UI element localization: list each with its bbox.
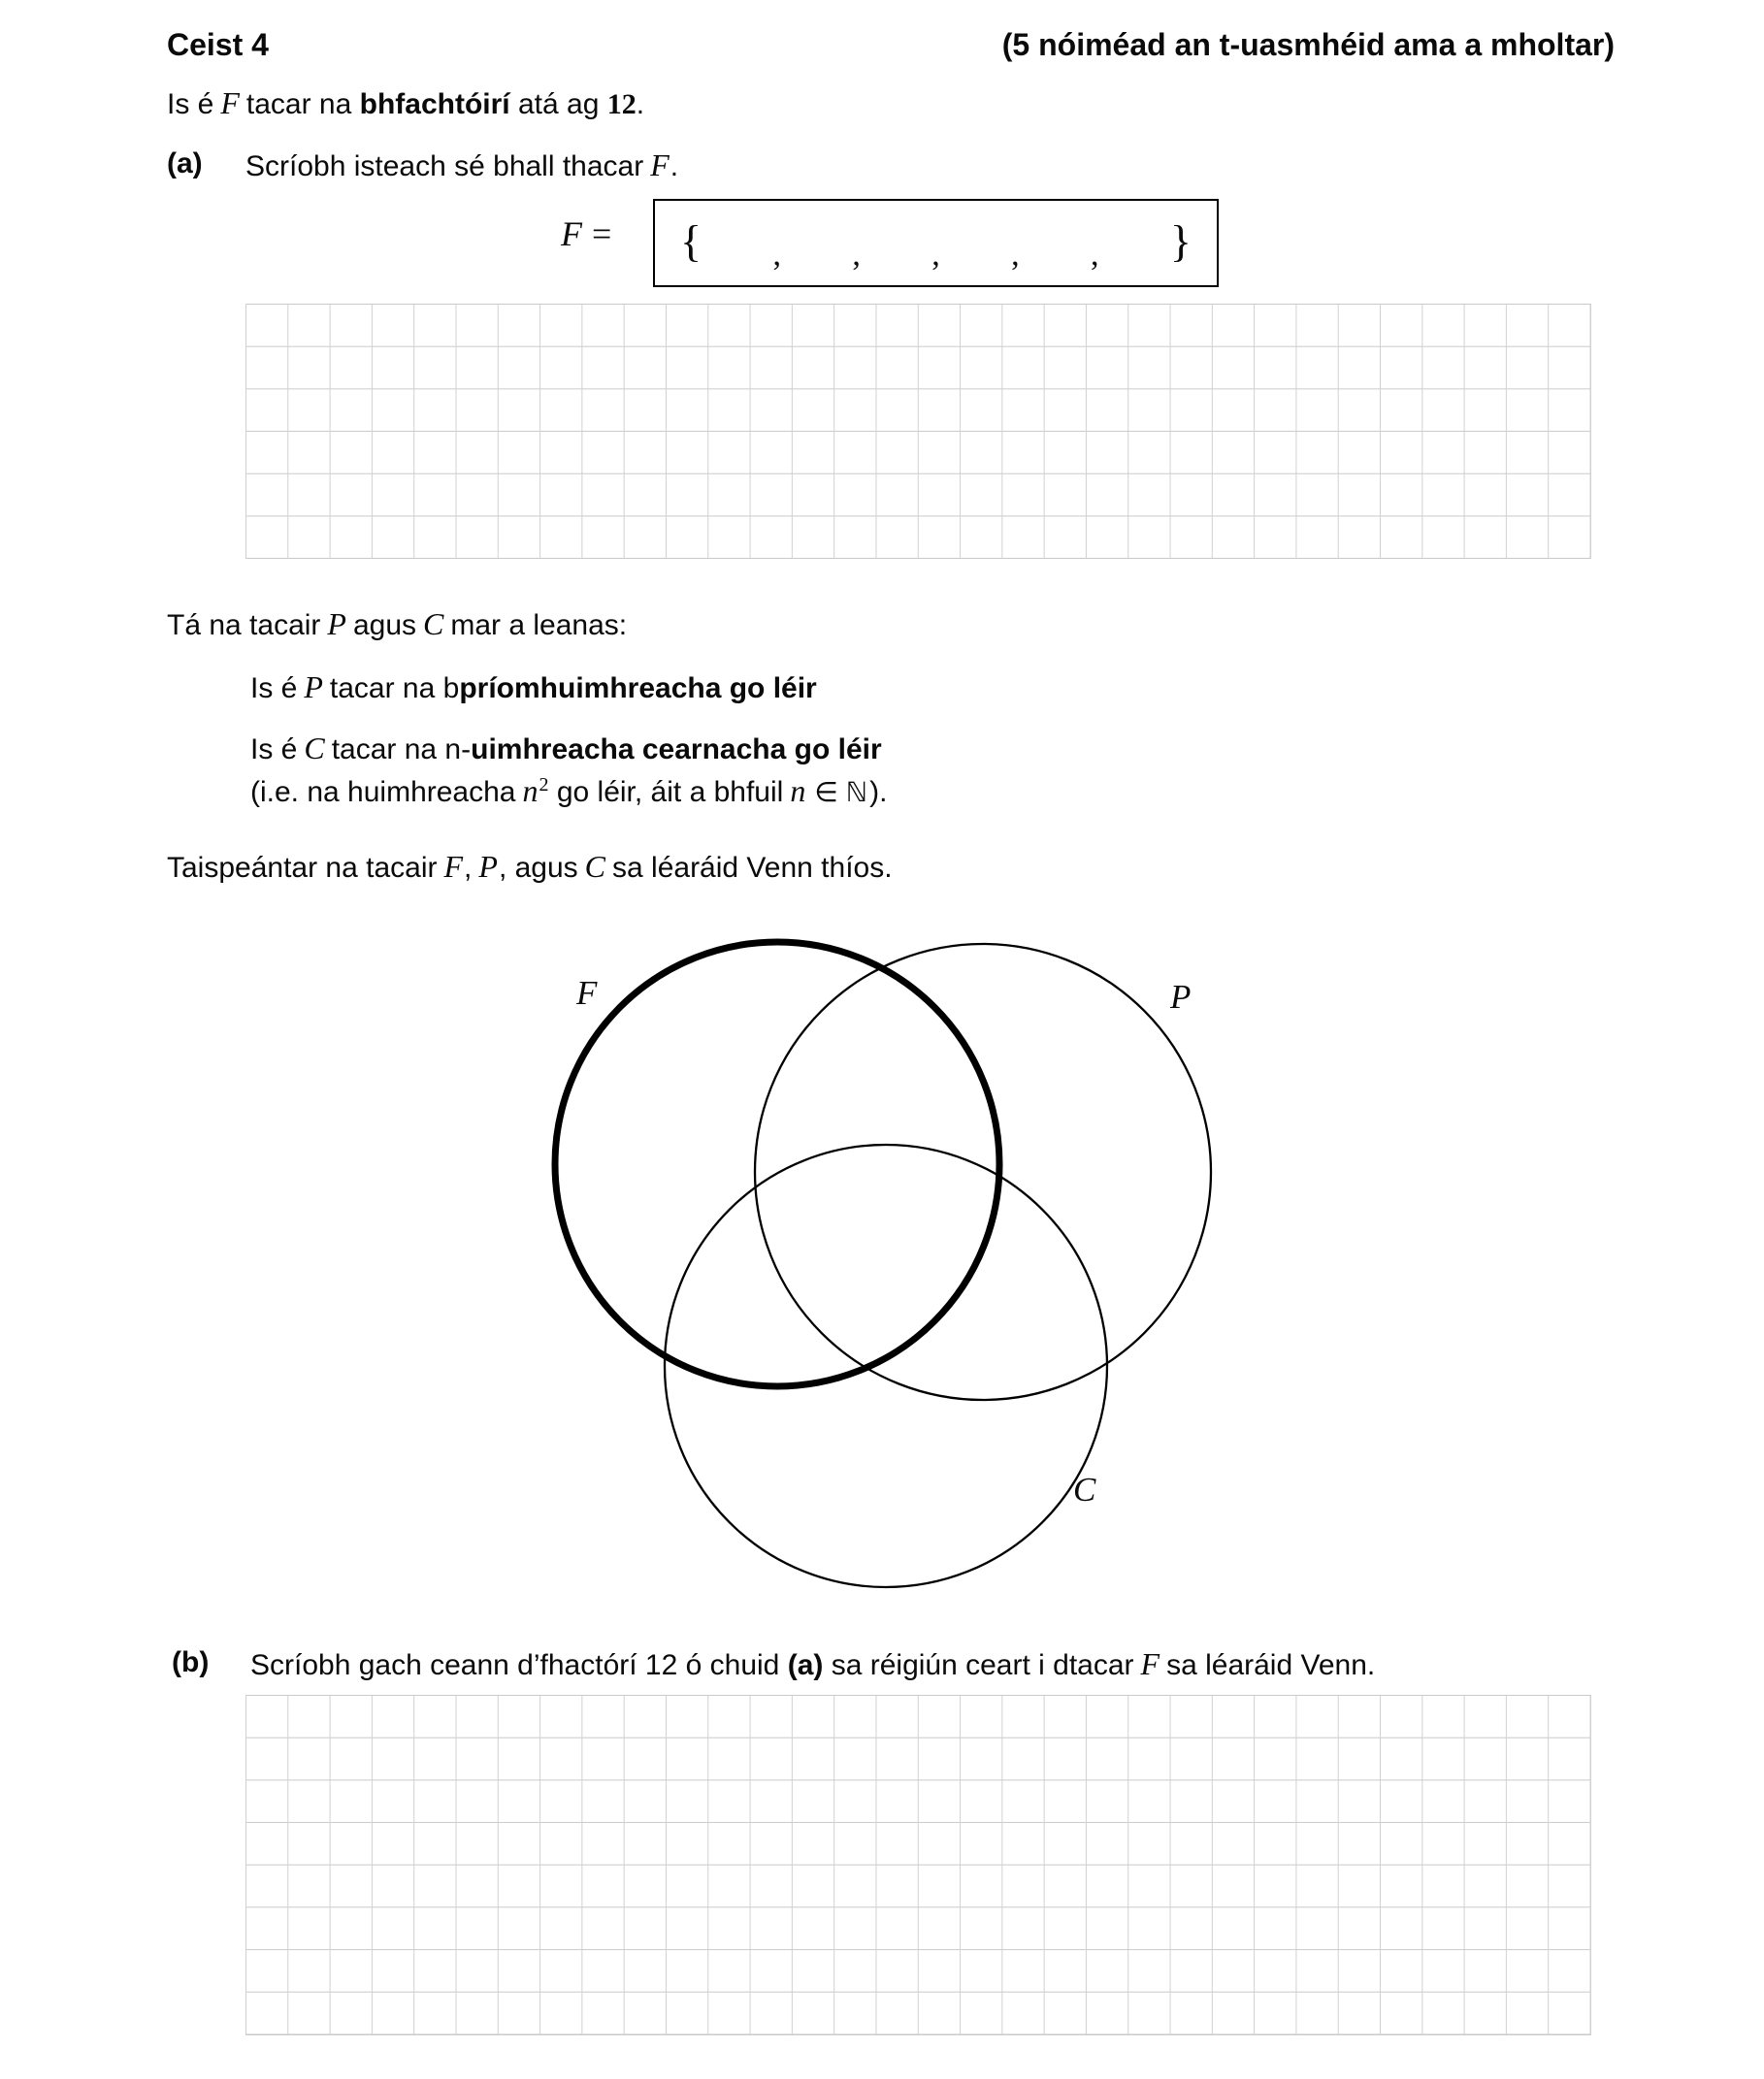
time-note: (5 nóiméad an t-uasmhéid ama a mholtar) (1001, 27, 1615, 62)
intro-number: 12 (606, 88, 637, 120)
set-f-symbol: F (1140, 1646, 1160, 1681)
part-a-prompt (245, 146, 678, 185)
venn-intro-seg3: sa léaráid Venn thíos. (612, 852, 893, 884)
c-def-seg2: tacar na n- (331, 733, 472, 765)
intro-seg3: atá ag (509, 88, 607, 120)
c-definition-line (250, 729, 882, 768)
intro-bold-word: bhfachtóirí (359, 88, 510, 120)
separator-comma: , (931, 236, 940, 273)
venn-intro-line (167, 847, 893, 887)
venn-intro-seg1: Taispeántar na tacair (167, 852, 438, 884)
p-definition-line (250, 667, 817, 707)
squared-exponent: 2 (539, 774, 549, 796)
part-b-seg1: Scríobh gach ceann d’fhactórí 12 ó chuid (250, 1649, 788, 1681)
open-brace: { (680, 215, 702, 266)
intro-seg1: Is é (167, 88, 214, 120)
part-a-label: (a) (167, 147, 203, 179)
set-members-answer-box[interactable] (653, 199, 1219, 287)
sets-intro-seg3: mar a leanas: (450, 609, 628, 641)
c-note-line (250, 771, 887, 811)
set-p-symbol: P (478, 849, 498, 884)
part-b-prompt (250, 1644, 1375, 1684)
c-note-seg1: (i.e. na huimhreacha (250, 776, 516, 808)
var-n-symbol: n (522, 773, 539, 808)
c-note-seg2: go léir, áit a bhfuil (548, 776, 784, 808)
sets-intro-seg2: agus (352, 609, 417, 641)
set-p-symbol: P (304, 669, 323, 704)
var-n-symbol: n (790, 773, 806, 808)
c-note-seg3: ). (869, 776, 888, 808)
separator-comma: , (1090, 236, 1099, 273)
venn-label-f: F (576, 974, 598, 1012)
sets-intro-line (167, 604, 627, 644)
intro-period: . (636, 88, 645, 120)
equals-sign: = (592, 214, 612, 253)
separator-comma: , (1011, 236, 1020, 273)
element-of-symbol: ∈ (814, 776, 838, 808)
venn-intro-comma: , (464, 852, 473, 884)
intro-line (167, 83, 644, 123)
set-f-symbol: F (650, 147, 670, 182)
c-def-bold: uimhreacha cearnacha go léir (471, 733, 882, 765)
intro-seg2: tacar na (245, 88, 360, 120)
question-title: Ceist 4 (167, 27, 269, 62)
venn-circle-c (665, 1145, 1107, 1587)
set-f-symbol: F (220, 85, 240, 120)
venn-circle-f (555, 942, 999, 1386)
part-b-seg2: sa réigiún ceart i dtacar (823, 1649, 1134, 1681)
set-c-symbol: C (423, 606, 444, 641)
part-a-text: Scríobh isteach sé bhall thacar (245, 150, 644, 182)
naturals-symbol: ℕ (845, 776, 868, 808)
separator-comma: , (772, 236, 781, 273)
answer-box-content (655, 201, 1217, 285)
sets-intro-seg1: Tá na tacair (167, 609, 321, 641)
p-def-seg2: tacar na b (329, 672, 460, 704)
p-def-bold: príomhuimhreacha go léir (459, 672, 817, 704)
p-def-seg1: Is é (250, 672, 298, 704)
working-grid-part-a[interactable] (245, 304, 1591, 559)
close-brace: } (1169, 215, 1192, 266)
part-b-label: (b) (172, 1646, 210, 1678)
venn-intro-seg2: , agus (498, 852, 578, 884)
answer-box-lhs (561, 213, 611, 254)
part-a-period: . (670, 150, 679, 182)
separator-comma: , (852, 236, 861, 273)
c-def-seg1: Is é (250, 733, 298, 765)
set-c-symbol: C (304, 731, 325, 765)
set-c-symbol: C (584, 849, 606, 884)
venn-label-c: C (1073, 1471, 1096, 1509)
set-p-symbol: P (327, 606, 346, 641)
set-f-symbol: F (443, 849, 464, 884)
set-f-symbol: F (561, 214, 582, 253)
venn-label-p: P (1170, 978, 1192, 1016)
working-grid-part-b[interactable] (245, 1695, 1591, 2035)
part-b-seg3: sa léaráid Venn. (1166, 1649, 1376, 1681)
venn-circle-p (755, 944, 1211, 1400)
part-b-bold-a: (a) (787, 1649, 824, 1681)
